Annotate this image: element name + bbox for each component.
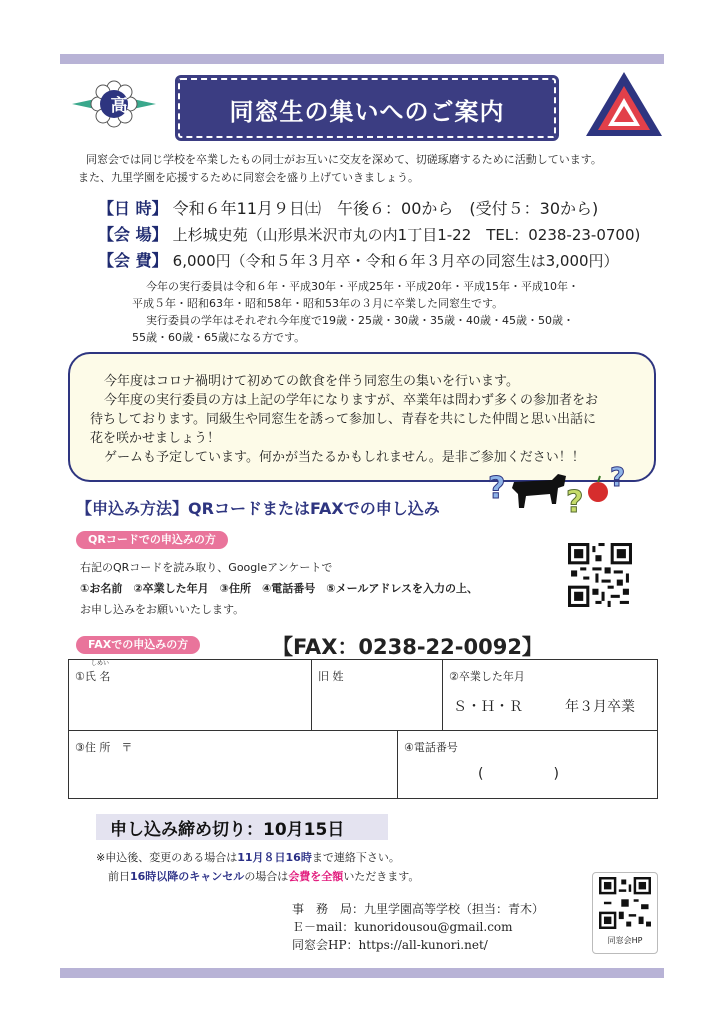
cancel-text: ※申込後、変更のある場合は xyxy=(96,851,238,864)
fee-row xyxy=(98,248,698,274)
page-title: 同窓生の集いへのご案内 xyxy=(229,98,505,126)
graduation-label: ②卒業した年月 xyxy=(449,670,525,683)
graduation-value: Ｓ・Ｈ・Ｒ 年３月卒業 xyxy=(453,699,635,715)
address-cell[interactable] xyxy=(69,731,398,798)
cancel-text: 前日 xyxy=(108,870,130,883)
name-ruby: しめい xyxy=(91,660,110,667)
venue-value: 上杉城史苑（山形県米沢市丸の内1丁目1-22 TEL：0238-23-0700) xyxy=(172,226,641,244)
cancel-text: まで連絡下さい。 xyxy=(311,851,400,864)
venue-row xyxy=(98,222,698,248)
date-row xyxy=(98,196,698,222)
apply-heading-label: 【申込み方法】 xyxy=(76,499,189,518)
qr-line: ①お名前 ②卒業した年月 ③住所 ④電話番号 ⑤メールアドレスを入力の上、 xyxy=(80,582,479,595)
fax-form xyxy=(68,659,658,799)
triangle-logo-icon xyxy=(584,70,664,138)
phone-cell[interactable] xyxy=(398,731,657,798)
committee-notes xyxy=(132,278,692,346)
venue-label: 【会 場】 xyxy=(98,225,168,244)
phone-label: ④電話番号 xyxy=(404,741,458,754)
title-banner xyxy=(178,78,556,138)
cow-apple-decoration-icon xyxy=(486,458,636,520)
top-bar xyxy=(60,54,664,64)
fax-method-pill: FAXでの申込みの方 xyxy=(76,636,200,654)
event-info xyxy=(98,196,698,274)
cancel-cutoff: 16時以降のキャンセル xyxy=(130,870,245,883)
bubble-line: 今年度はコロナ禍明けて初めての飲食を伴う同窓生の集いを行います。 xyxy=(104,374,519,389)
fee-label: 【会 費】 xyxy=(98,251,168,270)
fax-number: 【FAX：0238-22-0092】 xyxy=(272,635,543,659)
svg-text:?: ? xyxy=(488,471,506,506)
deadline: 申し込み締め切り：10月15日 xyxy=(110,820,345,840)
note-line: 平成５年・昭和63年・昭和58年・昭和53年の３月に卒業した同窓生です。 xyxy=(132,297,504,310)
bubble-line: 待ちしております。同級生や同窓生を誘って参加し、青春を共にした仲間と思い出話に xyxy=(90,412,596,427)
qr-instructions xyxy=(80,557,478,620)
date-label: 【日 時】 xyxy=(98,199,168,218)
full-fee-notice: 会費を全額 xyxy=(288,870,344,883)
intro-line: また、九里学園を応援するために同窓会を盛り上げていきましょう。 xyxy=(78,171,419,184)
cancel-text: の場合は xyxy=(244,870,289,883)
qr-line: 右記のQRコードを読み取り、Googleアンケートで xyxy=(80,561,333,574)
note-line: 実行委員の学年はそれぞれ今年度で19歳・25歳・30歳・35歳・40歳・45歳・50歳・ xyxy=(146,314,574,327)
apply-heading-text: QRコードまたはFAXでの申し込み xyxy=(188,499,440,518)
intro xyxy=(78,151,686,187)
bottom-bar xyxy=(60,968,664,978)
bubble-line: 今年度の実行委員の方は上記の学年になりますが、卒業年は問わず多くの参加者をお xyxy=(104,393,599,408)
old-name-label: 旧 姓 xyxy=(318,670,344,683)
name-label: ①氏 名 xyxy=(75,670,111,683)
hp-qr-box xyxy=(592,872,658,954)
cancel-line-2 xyxy=(108,867,419,886)
svg-text:?: ? xyxy=(566,485,584,520)
svg-text:?: ? xyxy=(610,463,626,493)
qr-method-pill: QRコードでの申込みの方 xyxy=(76,531,228,549)
qr-line: お申し込みをお願いいたします。 xyxy=(80,603,245,616)
fee-value: 6,000円（令和５年３月卒・令和６年３月卒の同窓生は3,000円） xyxy=(172,252,619,270)
old-name-cell[interactable] xyxy=(312,660,443,731)
bubble-line: 花を咲かせましょう！ xyxy=(90,431,221,446)
emblem-char: 高 xyxy=(110,96,128,116)
change-deadline: 11月８日16時 xyxy=(237,851,312,864)
note-line: 55歳・60歳・65歳になる方です。 xyxy=(132,331,306,344)
hp-qr-code-icon[interactable] xyxy=(599,877,651,929)
homepage-link[interactable]: 同窓会HP：https://all-kunori.net/ xyxy=(292,938,488,952)
cancel-text: いただきます。 xyxy=(343,870,420,883)
phone-value: ( ) xyxy=(478,766,559,782)
apply-heading xyxy=(76,496,440,519)
bubble-line: ゲームも予定しています。何かが当たるかもしれません。是非ご参加ください！！ xyxy=(104,450,585,465)
note-line: 今年の実行委員は令和６年・平成30年・平成25年・平成20年・平成15年・平成10年・ xyxy=(146,280,579,293)
date-value: 令和６年11月９日㈯ 午後６：00から (受付５：30から) xyxy=(172,199,599,218)
address-label: ③住 所 〒 xyxy=(75,741,133,754)
cancel-notes xyxy=(96,848,419,886)
email[interactable]: Ｅ－mail：kunoridousou@gmail.com xyxy=(292,920,513,934)
qr-code-icon[interactable] xyxy=(568,543,632,607)
contact-info xyxy=(292,900,544,954)
intro-line: 同窓会では同じ学校を卒業したもの同士がお互いに交友を深めて、切磋琢磨するために活動しています。 xyxy=(86,153,602,166)
hp-qr-caption: 同窓会HP xyxy=(607,936,643,945)
cancel-line-1 xyxy=(96,848,419,867)
graduation-cell[interactable] xyxy=(443,660,657,731)
office: 事 務 局：九里学園高等学校（担当：青木） xyxy=(292,902,545,916)
name-cell[interactable] xyxy=(69,660,312,731)
